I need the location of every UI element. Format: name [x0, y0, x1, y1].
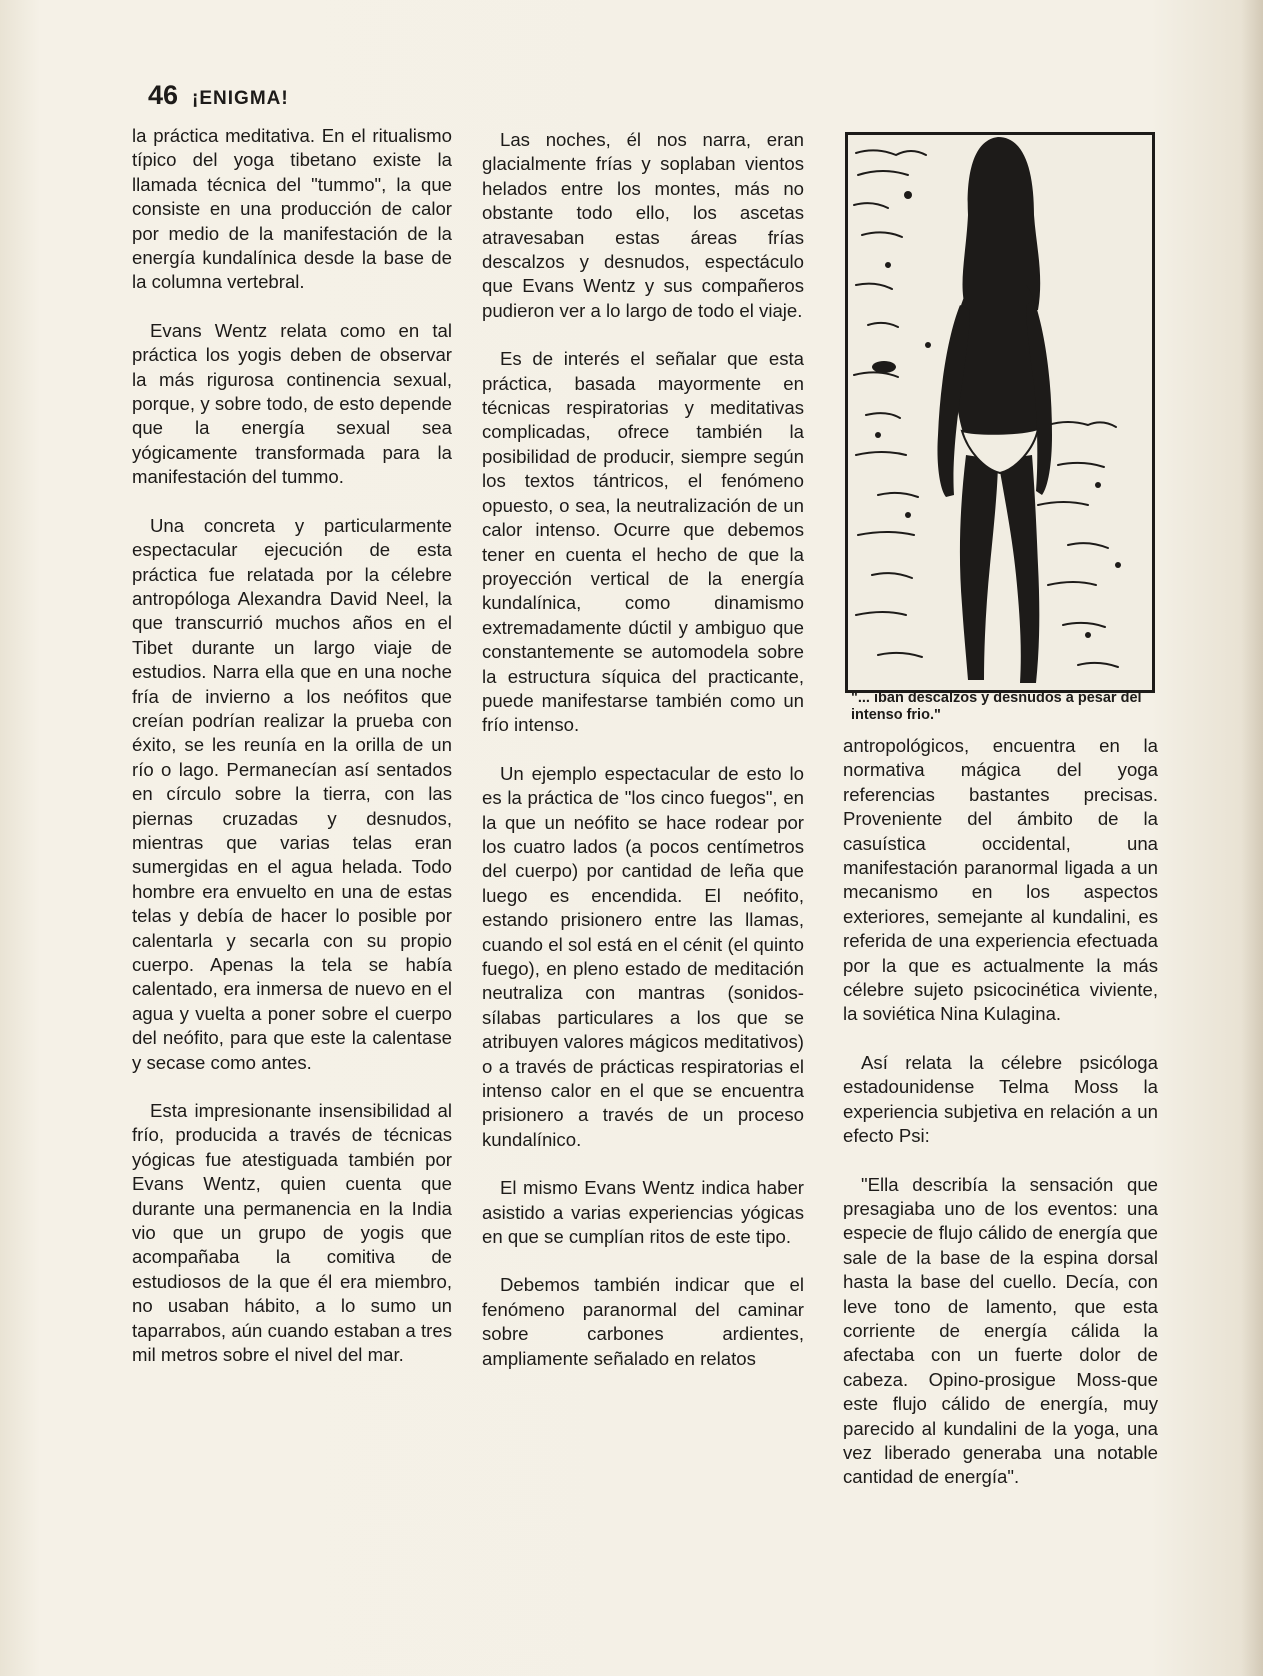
paragraph: Debemos también indicar que el fenómeno paranormal del caminar sobre carbones ardientes, ampliamente señalado en relatos — [482, 1274, 804, 1369]
figure-caption: "... iban descalzos y desnudos a pesar del intenso frio." — [851, 690, 1142, 723]
paragraph: Un ejemplo espectacular de esto lo es la práctica de "los cinco fuegos", en la que un neófito se hace rodear por los cuatro lados (a pocos centímetros del cuerpo) por cantidad de leña que luego es encendida. El neófito, estando prisionero entre las llamas, cuando el sol está en el cénit (el quinto fuego), en pleno estado de meditación neutraliza con mantras (sonidos-sílabas particulares a los que se atribuyen valores mágicos meditativos) o a través de prácticas respiratorias el intenso calor en el que se encuentra prisionero a través de un proceso kundalínico. — [482, 762, 804, 1150]
illustration-photo — [845, 132, 1155, 693]
text-column-3 — [843, 734, 1158, 1514]
paragraph: antropológicos, encuentra en la normativa mágica del yoga referencias bastantes precisas. Proveniente del ámbito de la casuística occidental, una manifestación paranormal ligada a un mecanismo en los aspectos exteriores, semejante al kundalini, es referida de una experiencia efectuada por la que es actualmente la más célebre sujeto psicocinética viviente, la soviética Nina Kulagina. — [843, 735, 1158, 1025]
paragraph: "Ella describía la sensación que presagiaba uno de los eventos: una especie de flujo cálido de energía que sale de la base de la espina dorsal hasta la base del cuello. Decía, con leve tono de lamento, que esta corriente de energía cálida la afectaba con un fuerte dolor de cabeza. Opino-prosigue Moss-que este flujo cálido de energía, muy parecido al kundalini de la yoga, una vez liberado generaba una notable cantidad de energía". — [843, 1173, 1158, 1488]
page-header — [148, 80, 289, 111]
page-edge-shadow — [1241, 0, 1263, 1676]
paragraph: Es de interés el señalar que esta práctica, basada mayormente en técnicas respiratorias y meditativas complicadas, ofrece también la posibilidad de producir, siempre según los textos tántricos, el fenómeno opuesto, o sea, la neutralización de un calor intenso. Ocurre que debemos tener en cuenta el hecho de que la proyección vertical de la energía kundalínica, como dinamismo extremadamente dúctil y ambiguo que constantemente se automodela sobre la estructura síquica del practicante, puede manifestarse también como un frío intenso. — [482, 348, 804, 736]
paragraph: Así relata la célebre psicóloga estadounidense Telma Moss la experiencia subjetiva en relación a un efecto Psi: — [843, 1051, 1158, 1147]
paragraph: Esta impresionante insensibilidad al frío, producida a través de técnicas yógicas fue atestiguada también por Evans Wentz, quien cuenta que durante una permanencia en la India vio que un grupo de yogis que acompañaba la comitiva de estudiosos de la que él era miembro, no usaban hábito, a lo sumo un taparrabos, aún cuando estaban a tres mil metros sobre el nivel del mar. — [132, 1100, 452, 1366]
paragraph: Evans Wentz relata como en tal práctica los yogis deben de observar la más rigurosa continencia sexual, porque, y sobre todo, de esto depende que la energía sexual sea yógicamente transformada para la manifestación del tummo. — [132, 319, 452, 488]
paragraph: Las noches, él nos narra, eran glacialmente frías y soplaban vientos helados entre los montes, más no obstante todo ello, los ascetas atravesaban estas áreas frías descalzos y desnudos, espectáculo que Evans Wentz y sus compañeros pudieron ver a lo largo de todo el viaje. — [482, 129, 804, 321]
paragraph: la práctica meditativa. En el ritualismo típico del yoga tibetano existe la llamada técnica del "tummo", la que consiste en una producción de calor por medio de la manifestación de la energía kundalínica desde la base de la columna vertebral. — [132, 125, 452, 293]
text-column-2 — [482, 128, 804, 1395]
paragraph: El mismo Evans Wentz indica haber asistido a varias experiencias yógicas en que se cumplían ritos de este tipo. — [482, 1177, 804, 1248]
paragraph: Una concreta y particularmente espectacular ejecución de esta práctica fue relatada por la célebre antropóloga Alexandra David Neel, la que transcurrió muchos años en el Tibet durante un largo viaje de estudios. Narra ella que en una noche fría de invierno a los neófitos que creían podrían realizar la prueba con éxito, se les reunía en la orilla de un río o lago. Permanecían así sentados en círculo sobre la tierra, con las piernas cruzadas y desnudos, mientras que varias telas eran sumergidas en el agua helada. Todo hombre era envuelto en una de estas telas y debía de hacer lo posible por calentarla y secarla con su propio cuerpo. Apenas la tela se había calentado, era inmersa de nuevo en el agua y vuelta a poner sobre el cuerpo del neófito, para que este la calentase y secase como antes. — [132, 514, 452, 1073]
text-column-1 — [132, 124, 452, 1392]
magazine-name: ¡ENIGMA! — [192, 88, 289, 109]
walking-woman-illustration — [848, 135, 1152, 690]
page-number: 46 — [148, 80, 179, 110]
